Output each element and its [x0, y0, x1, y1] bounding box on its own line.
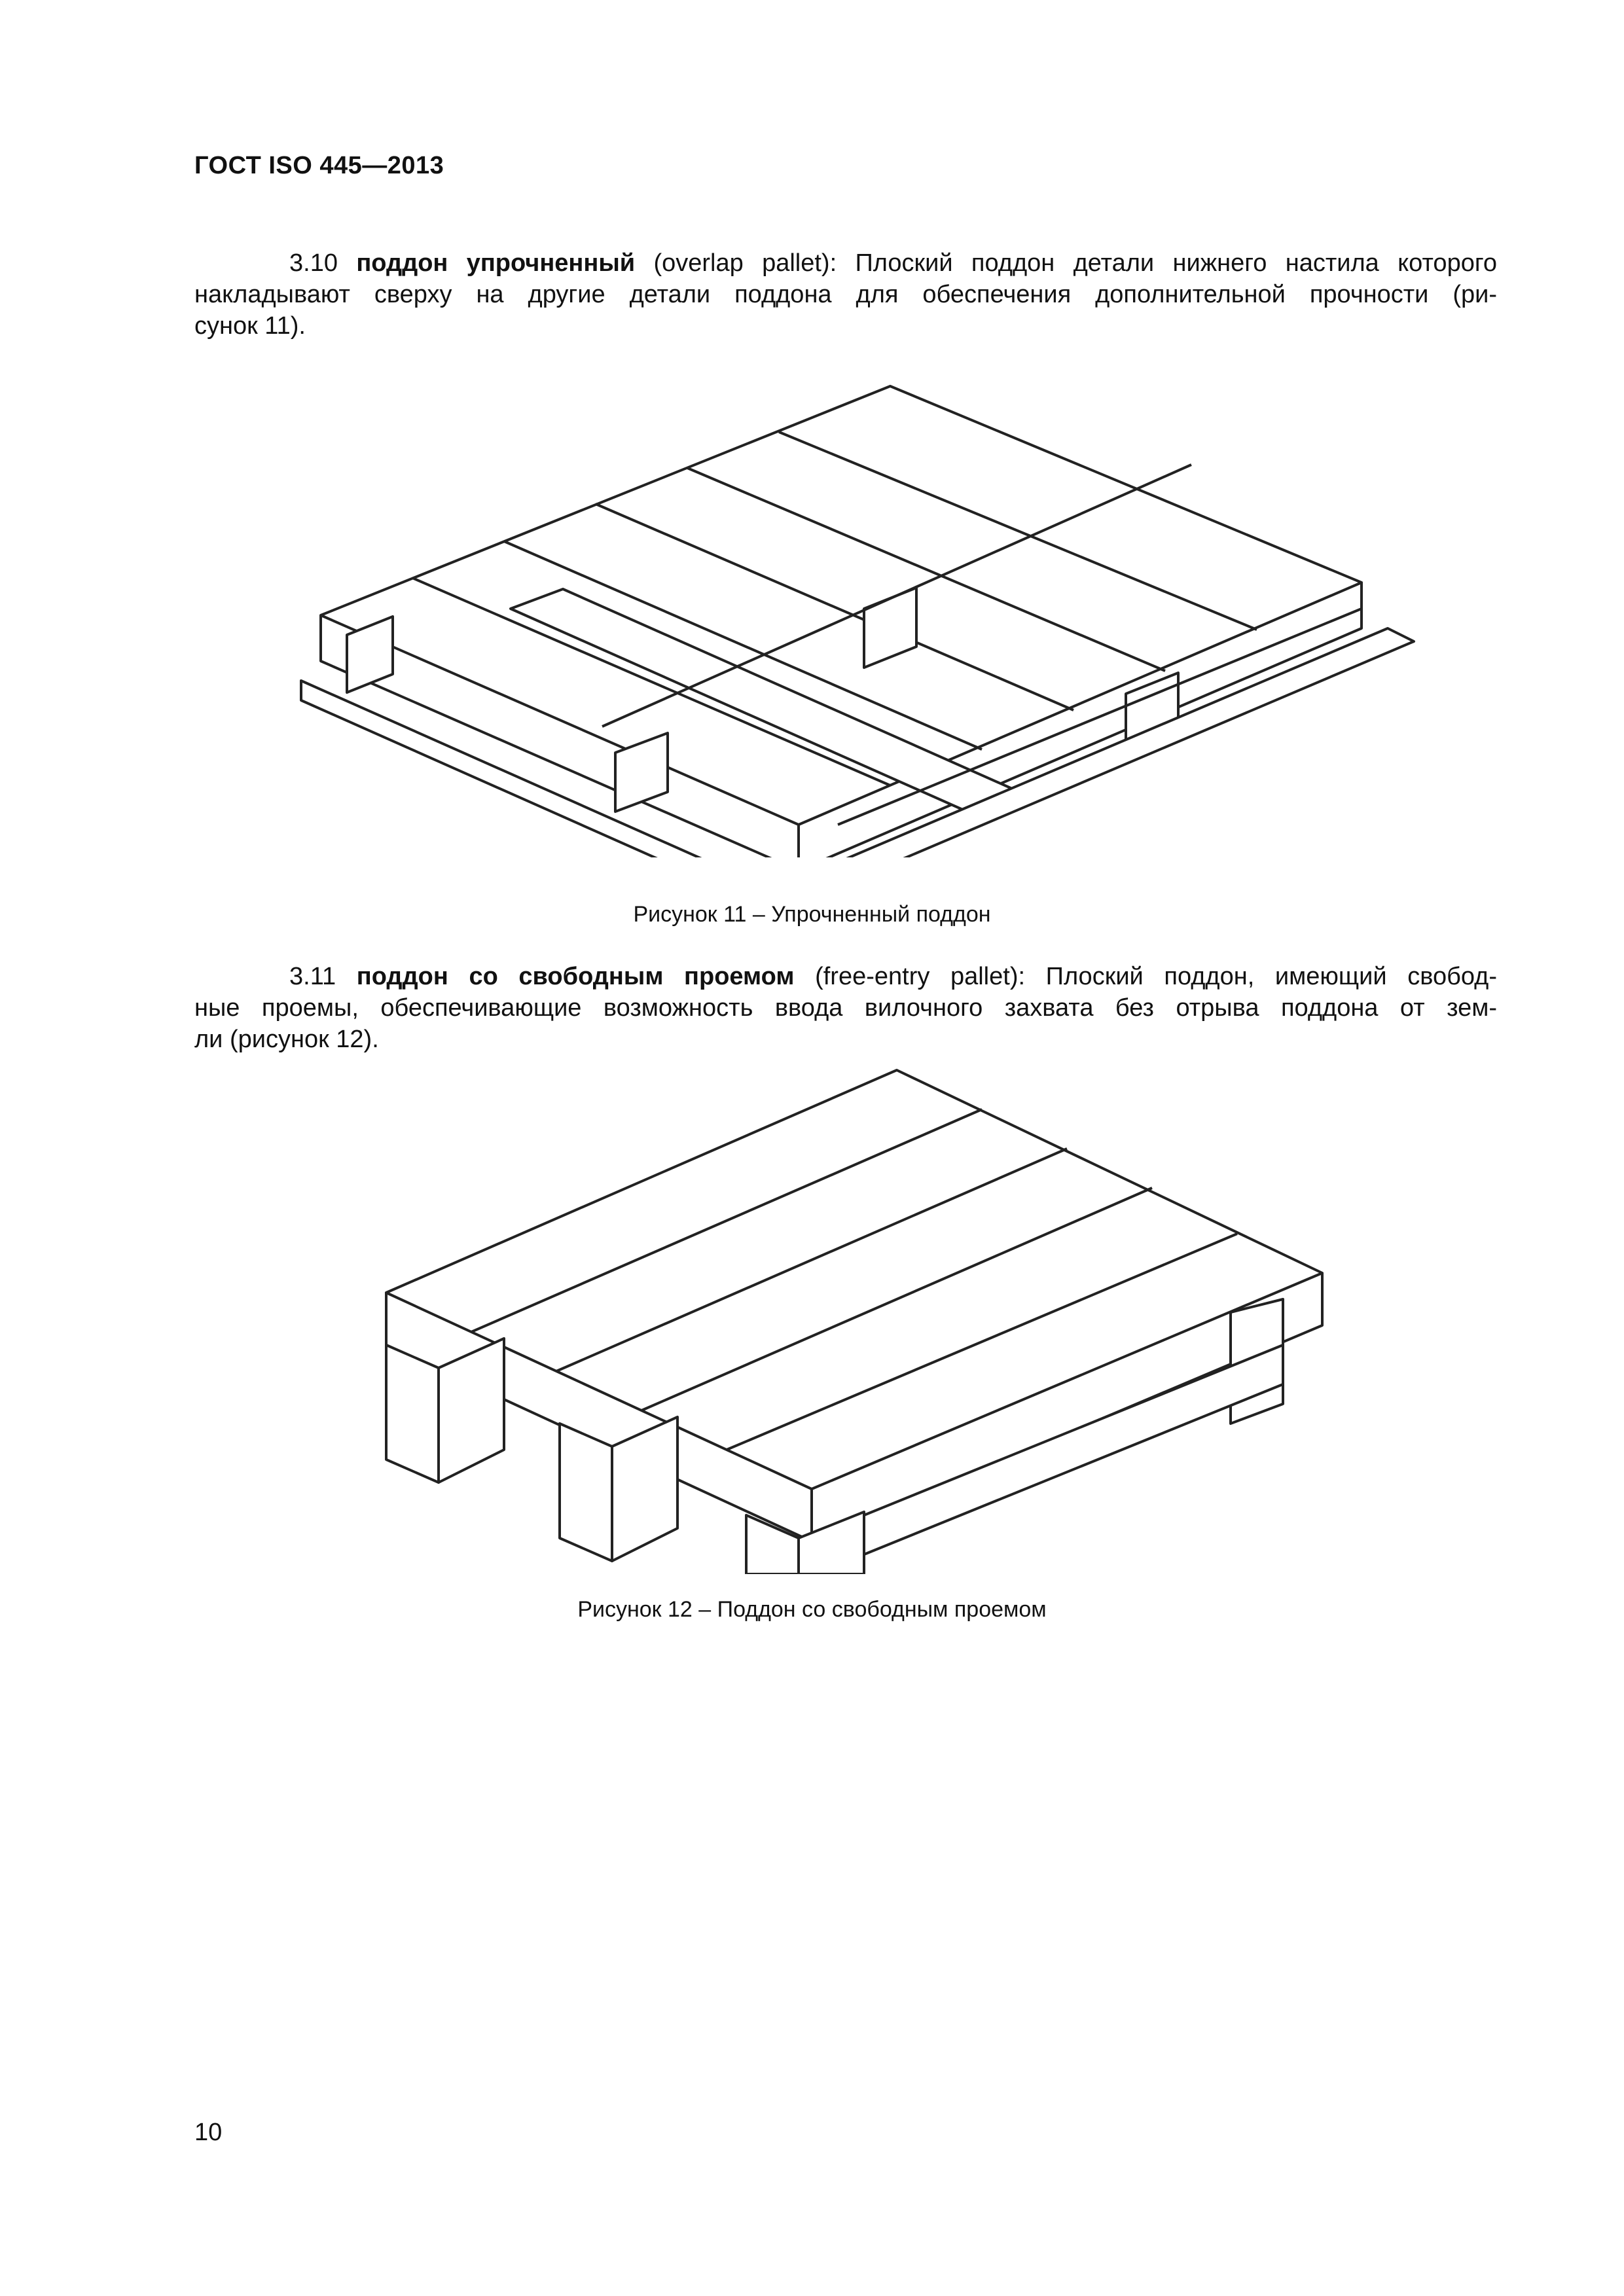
figure-12-caption: Рисунок 12 – Поддон со свободным проемом: [577, 1597, 1047, 1622]
page-number: 10: [194, 2119, 223, 2146]
definition-3-11: [194, 961, 1497, 1055]
definition-3-10-line-2: накладывают сверху на другие детали поддона для обеспечения дополнительной прочности (ри-: [194, 281, 1497, 308]
figure-11-caption: Рисунок 11 – Упрочненный поддон: [633, 902, 991, 927]
definition-3-10-line-3: сунок 11).: [194, 312, 306, 340]
definition-3-10-line-1: [194, 247, 1497, 279]
definition-text: (overlap pallet): Плоский поддон детали нижнего настила которого: [635, 249, 1497, 277]
definition-3-10: [194, 247, 1497, 342]
overlap-pallet-drawing: [275, 373, 1440, 857]
definition-number: 3.11: [289, 963, 336, 990]
definition-term: поддон упрочненный: [356, 249, 636, 277]
definition-number: 3.10: [289, 249, 338, 277]
document-code-header: ГОСТ ISO 445—2013: [194, 152, 444, 179]
definition-term: поддон со свободным проемом: [356, 963, 795, 990]
definition-text: (free-entry pallet): Плоский поддон, имеющий свобод-: [794, 963, 1497, 990]
definition-3-11-line-2: ные проемы, обеспечивающие возможность ввода вилочного захвата без отрыва поддона от зем-: [194, 994, 1497, 1022]
definition-3-11-line-1: [194, 961, 1497, 992]
figure-11-overlap-pallet: [275, 373, 1440, 857]
definition-3-11-line-3: ли (рисунок 12).: [194, 1026, 379, 1053]
figure-12-free-entry-pallet: [373, 1057, 1342, 1574]
free-entry-pallet-drawing: [373, 1057, 1342, 1574]
